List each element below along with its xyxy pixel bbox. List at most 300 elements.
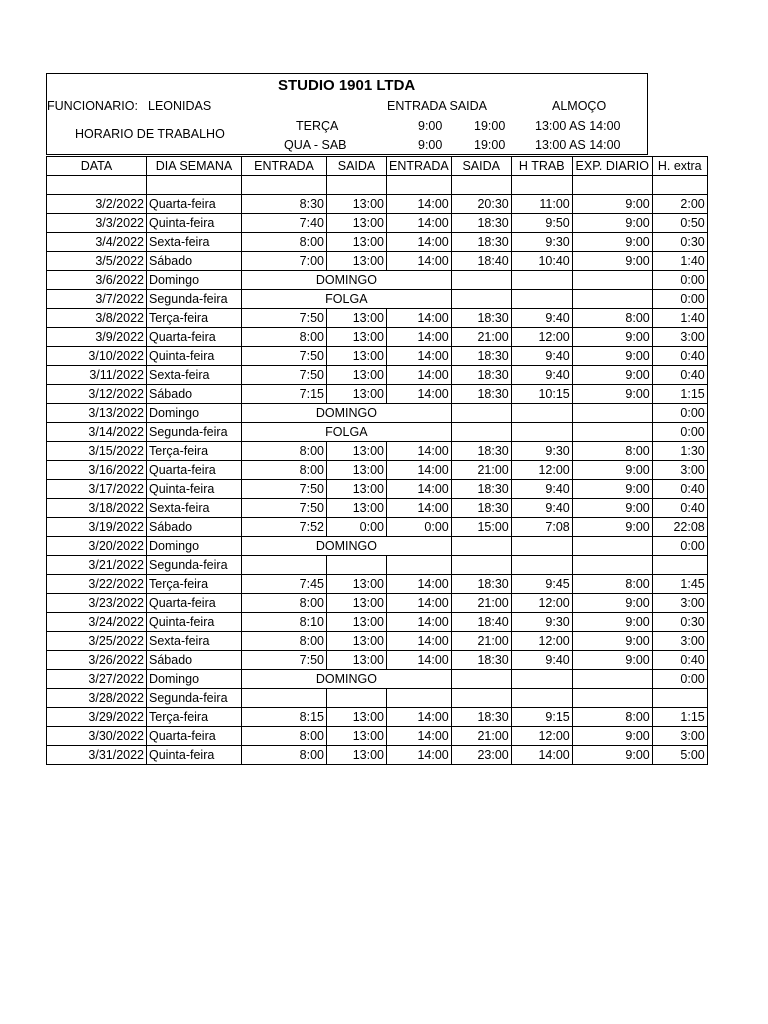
table-row: [47, 707, 708, 726]
employee-label: FUNCIONARIO:: [47, 99, 138, 113]
table-row: [47, 536, 708, 555]
cell-expected: 9:00: [572, 365, 652, 384]
cell-expected: 9:00: [572, 593, 652, 612]
table-row: [47, 688, 708, 707]
cell-day: Sexta-feira: [147, 365, 242, 384]
cell-extra: 0:30: [652, 612, 707, 631]
cell-in2: 14:00: [387, 232, 452, 251]
cell-date: 3/19/2022: [47, 517, 147, 536]
cell-day: Terça-feira: [147, 707, 242, 726]
cell-expected: 9:00: [572, 631, 652, 650]
cell-expected: 9:00: [572, 384, 652, 403]
cell-day: Sábado: [147, 384, 242, 403]
cell-extra: 0:30: [652, 232, 707, 251]
timesheet-table: [46, 156, 708, 765]
cell-expected: 9:00: [572, 346, 652, 365]
cell-in2: 14:00: [387, 574, 452, 593]
table-row: [47, 612, 708, 631]
cell-out1: 13:00: [327, 707, 387, 726]
cell-empty: [511, 403, 572, 422]
cell-in1: [242, 688, 327, 707]
cell-expected: 9:00: [572, 460, 652, 479]
cell-out2: 18:30: [451, 650, 511, 669]
cell-expected: 9:00: [572, 745, 652, 764]
cell-extra: 1:45: [652, 574, 707, 593]
cell-day: Sexta-feira: [147, 631, 242, 650]
cell-day: Sábado: [147, 650, 242, 669]
cell-in2: 14:00: [387, 631, 452, 650]
cell-out2: 20:30: [451, 194, 511, 213]
cell-in2: 14:00: [387, 460, 452, 479]
cell-extra: 0:40: [652, 365, 707, 384]
cell-date: 3/28/2022: [47, 688, 147, 707]
cell-date: 3/14/2022: [47, 422, 147, 441]
cell-extra: 22:08: [652, 517, 707, 536]
cell-out1: 13:00: [327, 194, 387, 213]
cell-worked: 12:00: [511, 327, 572, 346]
cell-date: [47, 176, 147, 195]
cell-extra: 3:00: [652, 593, 707, 612]
cell-note: DOMINGO: [242, 270, 452, 289]
cell-in2: 14:00: [387, 194, 452, 213]
cell-date: 3/15/2022: [47, 441, 147, 460]
cell-expected: 9:00: [572, 251, 652, 270]
cell-expected: 9:00: [572, 213, 652, 232]
cell-day: Segunda-feira: [147, 555, 242, 574]
table-row: [47, 479, 708, 498]
cell-out2: 18:30: [451, 707, 511, 726]
cell-empty: [451, 270, 511, 289]
cell-empty: [451, 422, 511, 441]
cell-expected: [572, 688, 652, 707]
cell-extra: 0:00: [652, 270, 707, 289]
cell-out2: [451, 176, 511, 195]
cell-date: 3/5/2022: [47, 251, 147, 270]
cell-out2: 18:40: [451, 251, 511, 270]
cell-day: Domingo: [147, 669, 242, 688]
cell-extra: 2:00: [652, 194, 707, 213]
cell-day: Domingo: [147, 536, 242, 555]
cell-out1: 13:00: [327, 232, 387, 251]
cell-worked: 11:00: [511, 194, 572, 213]
cell-in2: 14:00: [387, 650, 452, 669]
cell-worked: 9:45: [511, 574, 572, 593]
cell-note: DOMINGO: [242, 536, 452, 555]
schedule-days: QUA - SAB: [284, 138, 347, 152]
table-row: [47, 593, 708, 612]
cell-worked: 9:40: [511, 365, 572, 384]
cell-out1: 13:00: [327, 384, 387, 403]
cell-day: Sexta-feira: [147, 232, 242, 251]
cell-expected: [572, 555, 652, 574]
cell-date: 3/31/2022: [47, 745, 147, 764]
cell-in1: 7:40: [242, 213, 327, 232]
cell-empty: [451, 289, 511, 308]
cell-out2: 18:40: [451, 612, 511, 631]
table-row: [47, 669, 708, 688]
cell-empty: [572, 669, 652, 688]
table-row: [47, 441, 708, 460]
cell-date: 3/18/2022: [47, 498, 147, 517]
cell-in1: 8:00: [242, 593, 327, 612]
cell-extra: 0:00: [652, 403, 707, 422]
cell-in2: [387, 555, 452, 574]
cell-extra: [652, 555, 707, 574]
cell-in1: 7:00: [242, 251, 327, 270]
cell-date: 3/17/2022: [47, 479, 147, 498]
cell-out1: 13:00: [327, 365, 387, 384]
cell-expected: 9:00: [572, 612, 652, 631]
cell-date: 3/29/2022: [47, 707, 147, 726]
cell-out2: 15:00: [451, 517, 511, 536]
cell-worked: 9:30: [511, 232, 572, 251]
cell-day: Quarta-feira: [147, 726, 242, 745]
table-row: [47, 194, 708, 213]
cell-in1: 7:45: [242, 574, 327, 593]
table-row: [47, 555, 708, 574]
cell-day: Quarta-feira: [147, 593, 242, 612]
cell-in1: 8:00: [242, 441, 327, 460]
cell-day: Quarta-feira: [147, 460, 242, 479]
cell-in2: 14:00: [387, 441, 452, 460]
cell-out1: 13:00: [327, 574, 387, 593]
cell-in1: 8:00: [242, 460, 327, 479]
cell-in1: 7:50: [242, 650, 327, 669]
cell-date: 3/4/2022: [47, 232, 147, 251]
cell-out1: 13:00: [327, 593, 387, 612]
cell-in2: 14:00: [387, 612, 452, 631]
table-row: [47, 327, 708, 346]
cell-worked: 10:40: [511, 251, 572, 270]
cell-extra: 0:40: [652, 650, 707, 669]
cell-out2: 21:00: [451, 726, 511, 745]
cell-date: 3/2/2022: [47, 194, 147, 213]
cell-out1: 13:00: [327, 346, 387, 365]
cell-in2: 14:00: [387, 308, 452, 327]
cell-extra: 1:40: [652, 308, 707, 327]
cell-expected: 8:00: [572, 308, 652, 327]
cell-empty: [511, 536, 572, 555]
table-row: [47, 232, 708, 251]
cell-date: 3/8/2022: [47, 308, 147, 327]
schedule-days: TERÇA: [296, 119, 339, 133]
schedule-label: HORARIO DE TRABALHO: [75, 127, 225, 141]
cell-expected: 8:00: [572, 574, 652, 593]
cell-day: Quinta-feira: [147, 745, 242, 764]
cell-empty: [451, 536, 511, 555]
cell-empty: [572, 289, 652, 308]
cell-expected: 9:00: [572, 498, 652, 517]
cell-in2: [387, 688, 452, 707]
cell-in1: 7:52: [242, 517, 327, 536]
column-header: SAIDA: [451, 157, 511, 176]
table-row: [47, 460, 708, 479]
cell-extra: 0:00: [652, 536, 707, 555]
cell-worked: [511, 176, 572, 195]
cell-worked: 10:15: [511, 384, 572, 403]
cell-empty: [572, 270, 652, 289]
cell-date: 3/27/2022: [47, 669, 147, 688]
cell-worked: 9:40: [511, 308, 572, 327]
cell-out2: 21:00: [451, 327, 511, 346]
cell-worked: 9:15: [511, 707, 572, 726]
cell-out1: 13:00: [327, 612, 387, 631]
table-row: [47, 498, 708, 517]
cell-expected: 9:00: [572, 479, 652, 498]
cell-in2: 14:00: [387, 327, 452, 346]
cell-date: 3/16/2022: [47, 460, 147, 479]
cell-in2: 14:00: [387, 479, 452, 498]
cell-empty: [572, 403, 652, 422]
cell-out1: 13:00: [327, 441, 387, 460]
cell-empty: [511, 270, 572, 289]
cell-day: Quarta-feira: [147, 194, 242, 213]
table-row: [47, 422, 708, 441]
cell-date: 3/25/2022: [47, 631, 147, 650]
cell-day: Sábado: [147, 251, 242, 270]
cell-expected: 8:00: [572, 441, 652, 460]
cell-expected: 9:00: [572, 726, 652, 745]
cell-in2: 14:00: [387, 213, 452, 232]
cell-in1: 8:00: [242, 631, 327, 650]
cell-in2: 0:00: [387, 517, 452, 536]
cell-date: 3/6/2022: [47, 270, 147, 289]
cell-extra: 1:40: [652, 251, 707, 270]
cell-day: Sexta-feira: [147, 498, 242, 517]
cell-extra: [652, 688, 707, 707]
cell-date: 3/22/2022: [47, 574, 147, 593]
cell-worked: [511, 555, 572, 574]
cell-out1: 0:00: [327, 517, 387, 536]
cell-note: FOLGA: [242, 422, 452, 441]
cell-out2: 21:00: [451, 593, 511, 612]
cell-out2: 18:30: [451, 574, 511, 593]
cell-out2: 21:00: [451, 631, 511, 650]
cell-out1: 13:00: [327, 498, 387, 517]
cell-in1: 7:50: [242, 498, 327, 517]
table-row: [47, 213, 708, 232]
lunch-label: ALMOÇO: [552, 99, 607, 113]
cell-in2: 14:00: [387, 745, 452, 764]
cell-day: Segunda-feira: [147, 688, 242, 707]
table-row: [47, 251, 708, 270]
cell-date: 3/7/2022: [47, 289, 147, 308]
table-row: [47, 365, 708, 384]
cell-in1: [242, 176, 327, 195]
cell-day: Quinta-feira: [147, 346, 242, 365]
column-header: H. extra: [652, 157, 707, 176]
cell-out1: 13:00: [327, 308, 387, 327]
cell-date: 3/13/2022: [47, 403, 147, 422]
cell-note: FOLGA: [242, 289, 452, 308]
cell-extra: 3:00: [652, 460, 707, 479]
cell-expected: 9:00: [572, 327, 652, 346]
cell-empty: [451, 669, 511, 688]
cell-in1: 7:50: [242, 308, 327, 327]
cell-in1: 8:15: [242, 707, 327, 726]
schedule-out: 19:00: [474, 138, 506, 152]
cell-in2: 14:00: [387, 251, 452, 270]
cell-out1: 13:00: [327, 479, 387, 498]
cell-date: 3/21/2022: [47, 555, 147, 574]
cell-extra: 1:15: [652, 384, 707, 403]
table-row: [47, 346, 708, 365]
cell-empty: [572, 422, 652, 441]
cell-out1: 13:00: [327, 631, 387, 650]
cell-in2: 14:00: [387, 726, 452, 745]
cell-day: Domingo: [147, 270, 242, 289]
cell-worked: [511, 688, 572, 707]
schedule-lunch: 13:00 AS 14:00: [535, 138, 621, 152]
table-row: [47, 631, 708, 650]
cell-out2: [451, 555, 511, 574]
employee-name: LEONIDAS: [148, 99, 212, 113]
cell-extra: 0:00: [652, 289, 707, 308]
table-row: [47, 176, 708, 195]
table-row: [47, 726, 708, 745]
cell-out2: 18:30: [451, 232, 511, 251]
column-header: ENTRADA: [387, 157, 452, 176]
cell-day: Terça-feira: [147, 308, 242, 327]
cell-extra: 0:40: [652, 479, 707, 498]
cell-date: 3/20/2022: [47, 536, 147, 555]
cell-worked: 12:00: [511, 726, 572, 745]
column-header: ENTRADA: [242, 157, 327, 176]
cell-in1: 7:50: [242, 479, 327, 498]
cell-in1: 8:30: [242, 194, 327, 213]
cell-in2: 14:00: [387, 365, 452, 384]
column-header: DIA SEMANA: [147, 157, 242, 176]
cell-empty: [451, 403, 511, 422]
schedule-in: 9:00: [418, 138, 443, 152]
cell-empty: [511, 669, 572, 688]
cell-extra: 5:00: [652, 745, 707, 764]
cell-date: 3/12/2022: [47, 384, 147, 403]
cell-extra: 0:40: [652, 346, 707, 365]
column-header: DATA: [47, 157, 147, 176]
cell-out2: 18:30: [451, 213, 511, 232]
cell-day: Terça-feira: [147, 441, 242, 460]
cell-extra: 1:15: [652, 707, 707, 726]
cell-in1: [242, 555, 327, 574]
cell-worked: 9:30: [511, 612, 572, 631]
table-row: [47, 403, 708, 422]
cell-worked: 12:00: [511, 593, 572, 612]
cell-worked: 14:00: [511, 745, 572, 764]
table-row: [47, 574, 708, 593]
cell-out2: [451, 688, 511, 707]
table-row: [47, 745, 708, 764]
cell-in1: 8:00: [242, 327, 327, 346]
cell-date: 3/3/2022: [47, 213, 147, 232]
cell-extra: 3:00: [652, 726, 707, 745]
table-row: [47, 308, 708, 327]
cell-expected: 9:00: [572, 517, 652, 536]
schedule-out: 19:00: [474, 119, 506, 133]
cell-extra: 0:00: [652, 422, 707, 441]
cell-date: 3/10/2022: [47, 346, 147, 365]
column-header: H TRAB: [511, 157, 572, 176]
cell-expected: 9:00: [572, 232, 652, 251]
cell-in2: 14:00: [387, 498, 452, 517]
cell-out1: 13:00: [327, 251, 387, 270]
cell-date: 3/24/2022: [47, 612, 147, 631]
cell-out2: 23:00: [451, 745, 511, 764]
cell-out1: 13:00: [327, 726, 387, 745]
cell-empty: [511, 289, 572, 308]
column-header: SAIDA: [327, 157, 387, 176]
cell-out1: 13:00: [327, 745, 387, 764]
cell-expected: 8:00: [572, 707, 652, 726]
column-header: EXP. DIARIO: [572, 157, 652, 176]
cell-date: 3/9/2022: [47, 327, 147, 346]
cell-out2: 18:30: [451, 308, 511, 327]
cell-in2: 14:00: [387, 593, 452, 612]
cell-out2: 18:30: [451, 441, 511, 460]
table-row: [47, 650, 708, 669]
cell-in1: 8:10: [242, 612, 327, 631]
cell-in1: 7:15: [242, 384, 327, 403]
cell-day: Terça-feira: [147, 574, 242, 593]
cell-date: 3/26/2022: [47, 650, 147, 669]
cell-extra: 0:50: [652, 213, 707, 232]
cell-in1: 8:00: [242, 726, 327, 745]
cell-worked: 9:30: [511, 441, 572, 460]
cell-in1: 7:50: [242, 365, 327, 384]
cell-day: Quinta-feira: [147, 612, 242, 631]
cell-extra: 0:00: [652, 669, 707, 688]
cell-extra: 0:40: [652, 498, 707, 517]
table-row: [47, 270, 708, 289]
cell-extra: 1:30: [652, 441, 707, 460]
cell-in2: [387, 176, 452, 195]
cell-out1: 13:00: [327, 213, 387, 232]
cell-in2: 14:00: [387, 346, 452, 365]
cell-out1: 13:00: [327, 460, 387, 479]
cell-in2: 14:00: [387, 384, 452, 403]
cell-day: Quarta-feira: [147, 327, 242, 346]
cell-day: Domingo: [147, 403, 242, 422]
cell-out1: 13:00: [327, 650, 387, 669]
cell-empty: [511, 422, 572, 441]
cell-worked: 7:08: [511, 517, 572, 536]
table-header-row: [47, 157, 708, 176]
cell-in2: 14:00: [387, 707, 452, 726]
schedule-in: 9:00: [418, 119, 443, 133]
company-title: STUDIO 1901 LTDA: [278, 77, 416, 94]
cell-expected: 9:00: [572, 650, 652, 669]
cell-day: Sábado: [147, 517, 242, 536]
cell-out2: 18:30: [451, 479, 511, 498]
cell-extra: 3:00: [652, 631, 707, 650]
cell-extra: [652, 176, 707, 195]
cell-out2: 21:00: [451, 460, 511, 479]
cell-expected: [572, 176, 652, 195]
cell-expected: 9:00: [572, 194, 652, 213]
cell-in1: 8:00: [242, 745, 327, 764]
cell-day: Quinta-feira: [147, 479, 242, 498]
cell-date: 3/30/2022: [47, 726, 147, 745]
cell-out2: 18:30: [451, 346, 511, 365]
cell-date: 3/11/2022: [47, 365, 147, 384]
cell-out1: [327, 555, 387, 574]
cell-empty: [572, 536, 652, 555]
cell-worked: 9:40: [511, 346, 572, 365]
cell-worked: 9:40: [511, 479, 572, 498]
cell-extra: 3:00: [652, 327, 707, 346]
table-row: [47, 289, 708, 308]
table-row: [47, 517, 708, 536]
